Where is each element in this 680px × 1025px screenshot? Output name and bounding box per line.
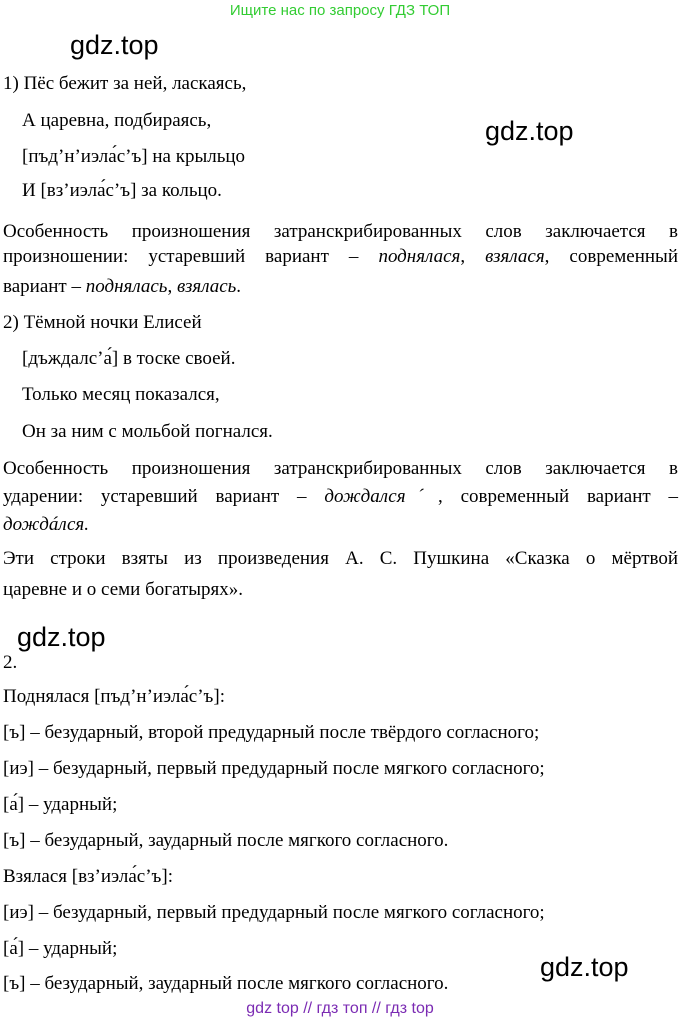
poem-line: 2) Тёмной ночки Елисей bbox=[3, 312, 202, 333]
poem-line: Только месяц показался, bbox=[22, 384, 220, 405]
sound-line: [ъ] – безударный, заударный после мягкого согласного. bbox=[3, 830, 449, 851]
poem-line: 1) Пёс бежит за ней, ласкаясь, bbox=[3, 73, 247, 94]
sound-line: [иэ] – безударный, первый предударный после мягкого согласного; bbox=[3, 758, 545, 779]
word-heading: Взялася [вз’иэла́с’ъ]: bbox=[3, 866, 173, 887]
watermark: gdz.top bbox=[70, 30, 159, 60]
poem-line: [дъждалс’а́] в тоске своей. bbox=[22, 348, 236, 369]
sound-line: [а́] – ударный; bbox=[3, 794, 118, 815]
sound-line: [ъ] – безударный, второй предударный после твёрдого согласного; bbox=[3, 722, 540, 743]
poem-line: А царевна, подбираясь, bbox=[22, 110, 212, 131]
paragraph-line: ударении: устаревший вариант – дождалсяˊ, современный вариант – bbox=[3, 486, 678, 507]
sound-line: [ъ] – безударный, заударный после мягкого согласного. bbox=[3, 973, 449, 994]
paragraph-line: дождáлся. bbox=[3, 514, 89, 535]
sound-line: [иэ] – безударный, первый предударный после мягкого согласного; bbox=[3, 902, 545, 923]
poem-line: Он за ним с мольбой погнался. bbox=[22, 421, 273, 442]
paragraph-line: произношении: устаревший вариант – поднялася, взялася, современный bbox=[3, 246, 678, 267]
watermark: gdz.top bbox=[540, 952, 629, 982]
section-number: 2. bbox=[3, 652, 18, 673]
paragraph-line: царевне и о семи богатырях». bbox=[3, 579, 244, 600]
paragraph-line: Особенность произношения затранскрибированных слов заключается в bbox=[3, 458, 678, 479]
paragraph-line: Особенность произношения затранскрибированных слов заключается в bbox=[3, 221, 678, 242]
sound-line: [а́] – ударный; bbox=[3, 938, 118, 959]
poem-line: И [вз’иэла́с’ъ] за кольцо. bbox=[22, 180, 222, 201]
paragraph-line: Эти строки взяты из произведения А. С. Пушкина «Сказка о мёртвой bbox=[3, 548, 678, 569]
poem-line: [пъд’н’иэла́с’ъ] на крыльцо bbox=[22, 146, 246, 167]
paragraph-line: вариант – поднялась, взялась. bbox=[3, 276, 242, 297]
watermark: gdz.top bbox=[17, 622, 106, 652]
word-heading: Поднялася [пъд’н’иэла́с’ъ]: bbox=[3, 686, 225, 707]
top-banner[interactable]: Ищите нас по запросу ГДЗ ТОП bbox=[229, 2, 451, 19]
footer-links[interactable]: gdz top // гдз топ // гдз top bbox=[246, 1000, 434, 1017]
watermark: gdz.top bbox=[485, 116, 574, 146]
